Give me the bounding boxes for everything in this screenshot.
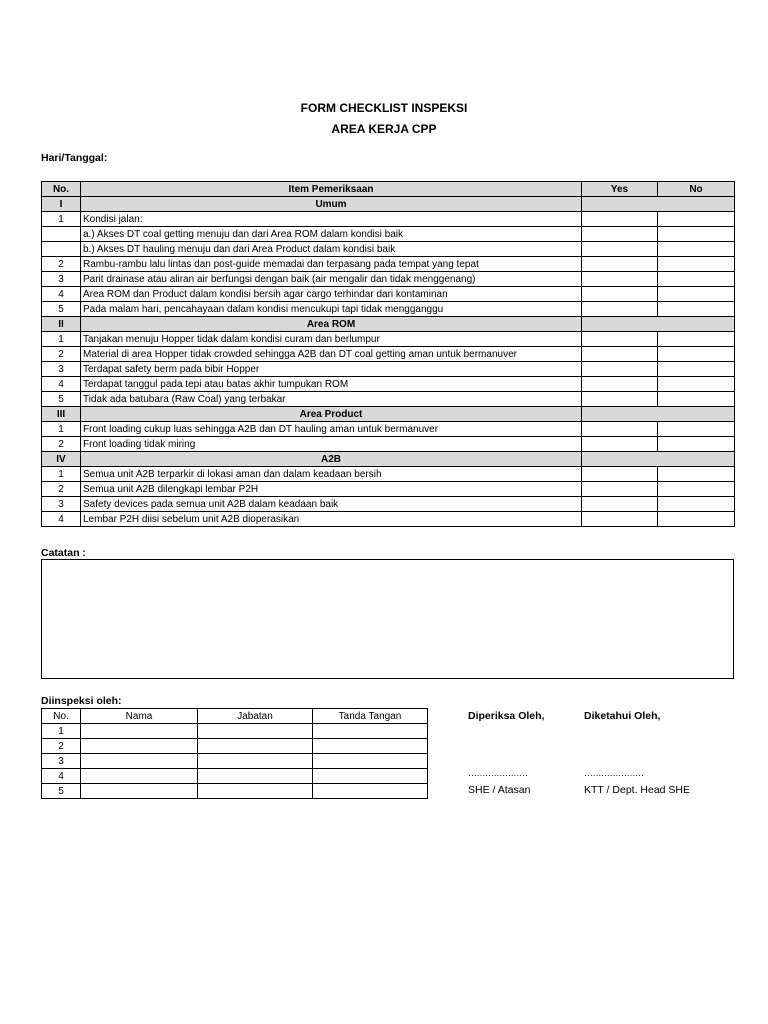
col-header-no-answer: No	[658, 182, 735, 197]
acknowledged-signature-line: …………………	[584, 768, 644, 778]
acknowledged-by-label: Diketahui Oleh,	[584, 710, 661, 722]
no-cell[interactable]	[658, 347, 735, 362]
item-number: 3	[42, 272, 81, 287]
no-cell[interactable]	[658, 242, 735, 257]
inspected-by-label: Diinspeksi oleh:	[41, 695, 122, 707]
checked-by-label: Diperiksa Oleh,	[468, 710, 545, 722]
checklist-row	[42, 242, 735, 257]
inspector-col-nama: Nama	[81, 709, 198, 724]
inspector-body	[42, 724, 428, 799]
inspector-table	[41, 708, 428, 799]
item-number: 5	[42, 302, 81, 317]
yes-cell[interactable]	[582, 467, 658, 482]
checklist-row	[42, 257, 735, 272]
item-text: Area ROM dan Product dalam kondisi bersih agar cargo terhindar dari kontaminan	[81, 287, 582, 302]
checklist-body	[42, 197, 735, 527]
item-text: Tanjakan menuju Hopper tidak dalam kondisi curam dan berlumpur	[81, 332, 582, 347]
section-row	[42, 452, 735, 467]
checklist-header-row	[42, 182, 735, 197]
section-title: Umum	[81, 197, 582, 212]
date-label: Hari/Tanggal:	[41, 152, 108, 164]
no-cell[interactable]	[658, 422, 735, 437]
item-text: b.) Akses DT hauling menuju dan dari Area Product dalam kondisi baik	[81, 242, 582, 257]
item-number: 2	[42, 437, 81, 452]
inspector-number: 3	[42, 754, 81, 769]
section-number: IV	[42, 452, 81, 467]
yes-cell[interactable]	[582, 302, 658, 317]
no-cell[interactable]	[658, 437, 735, 452]
section-title: A2B	[81, 452, 582, 467]
section-title: Area Product	[81, 407, 582, 422]
inspector-position-cell[interactable]	[198, 754, 313, 769]
section-blank	[582, 452, 735, 467]
notes-label: Catatan :	[41, 547, 86, 559]
inspector-name-cell[interactable]	[81, 784, 198, 799]
section-blank	[582, 317, 735, 332]
checklist-row	[42, 482, 735, 497]
checklist-row	[42, 212, 735, 227]
no-cell[interactable]	[658, 362, 735, 377]
yes-cell[interactable]	[582, 272, 658, 287]
no-cell[interactable]	[658, 497, 735, 512]
inspector-position-cell[interactable]	[198, 784, 313, 799]
item-text: Terdapat safety berm pada bibir Hopper	[81, 362, 582, 377]
inspector-row	[42, 784, 428, 799]
checklist-row	[42, 287, 735, 302]
inspector-number: 1	[42, 724, 81, 739]
yes-cell[interactable]	[582, 437, 658, 452]
checklist-row	[42, 272, 735, 287]
yes-cell[interactable]	[582, 332, 658, 347]
no-cell[interactable]	[658, 332, 735, 347]
item-number	[42, 242, 81, 257]
col-header-item: Item Pemeriksaan	[81, 182, 582, 197]
inspector-number: 5	[42, 784, 81, 799]
section-row	[42, 407, 735, 422]
inspector-signature-cell[interactable]	[313, 769, 428, 784]
checklist-row	[42, 437, 735, 452]
yes-cell[interactable]	[582, 362, 658, 377]
checklist-table	[41, 181, 735, 527]
checklist-row	[42, 392, 735, 407]
yes-cell[interactable]	[582, 227, 658, 242]
item-text: Lembar P2H diisi sebelum unit A2B dioperasikan	[81, 512, 582, 527]
inspector-position-cell[interactable]	[198, 724, 313, 739]
no-cell[interactable]	[658, 287, 735, 302]
no-cell[interactable]	[658, 392, 735, 407]
inspector-name-cell[interactable]	[81, 754, 198, 769]
no-cell[interactable]	[658, 257, 735, 272]
yes-cell[interactable]	[582, 257, 658, 272]
item-text: Semua unit A2B dilengkapi lembar P2H	[81, 482, 582, 497]
checked-signature-line: …………………	[468, 768, 528, 778]
inspector-header-row	[42, 709, 428, 724]
checklist-row	[42, 347, 735, 362]
item-number	[42, 227, 81, 242]
yes-cell[interactable]	[582, 377, 658, 392]
item-text: Parit drainase atau aliran air berfungsi dengan baik (air mengalir dan tidak menggenang)	[81, 272, 582, 287]
item-number: 3	[42, 362, 81, 377]
inspector-position-cell[interactable]	[198, 769, 313, 784]
item-number: 1	[42, 212, 81, 227]
inspector-name-cell[interactable]	[81, 724, 198, 739]
col-header-yes: Yes	[582, 182, 658, 197]
item-number: 4	[42, 512, 81, 527]
no-cell[interactable]	[658, 272, 735, 287]
checklist-row	[42, 512, 735, 527]
item-number: 4	[42, 377, 81, 392]
section-number: II	[42, 317, 81, 332]
no-cell[interactable]	[658, 467, 735, 482]
yes-cell[interactable]	[582, 347, 658, 362]
item-number: 4	[42, 287, 81, 302]
form-subtitle: AREA KERJA CPP	[331, 122, 437, 136]
yes-cell[interactable]	[582, 212, 658, 227]
yes-cell[interactable]	[582, 392, 658, 407]
inspector-col-jabatan: Jabatan	[198, 709, 313, 724]
item-text: Tidak ada batubara (Raw Coal) yang terbakar	[81, 392, 582, 407]
checklist-row	[42, 227, 735, 242]
yes-cell[interactable]	[582, 287, 658, 302]
inspector-signature-cell[interactable]	[313, 739, 428, 754]
item-text: Terdapat tanggul pada tepi atau batas akhir tumpukan ROM	[81, 377, 582, 392]
inspector-number: 2	[42, 739, 81, 754]
inspector-row	[42, 769, 428, 784]
item-number: 1	[42, 467, 81, 482]
section-blank	[582, 407, 735, 422]
inspector-col-signature: Tanda Tangan	[313, 709, 428, 724]
item-text: Semua unit A2B terparkir di lokasi aman dan dalam keadaan bersih	[81, 467, 582, 482]
inspector-name-cell[interactable]	[81, 769, 198, 784]
notes-box[interactable]	[41, 559, 734, 679]
inspector-row	[42, 739, 428, 754]
yes-cell[interactable]	[582, 242, 658, 257]
inspector-position-cell[interactable]	[198, 739, 313, 754]
no-cell[interactable]	[658, 377, 735, 392]
yes-cell[interactable]	[582, 422, 658, 437]
checklist-row	[42, 332, 735, 347]
item-number: 2	[42, 347, 81, 362]
item-text: a.) Akses DT coal getting menuju dan dari Area ROM dalam kondisi baik	[81, 227, 582, 242]
checklist-row	[42, 422, 735, 437]
section-number: III	[42, 407, 81, 422]
section-title: Area ROM	[81, 317, 582, 332]
inspector-row	[42, 754, 428, 769]
section-row	[42, 197, 735, 212]
col-header-no: No.	[42, 182, 81, 197]
checklist-row	[42, 497, 735, 512]
acknowledged-role-label: KTT / Dept. Head SHE	[584, 784, 691, 796]
item-text: Material di area Hopper tidak crowded sehingga A2B dan DT coal getting aman untuk bermanuver	[81, 347, 582, 362]
no-cell[interactable]	[658, 482, 735, 497]
section-number: I	[42, 197, 81, 212]
section-row	[42, 317, 735, 332]
inspector-signature-cell[interactable]	[313, 724, 428, 739]
inspector-row	[42, 724, 428, 739]
form-title: FORM CHECKLIST INSPEKSI	[300, 101, 468, 115]
checklist-row	[42, 377, 735, 392]
inspector-name-cell[interactable]	[81, 739, 198, 754]
section-blank	[582, 197, 735, 212]
yes-cell[interactable]	[582, 512, 658, 527]
item-number: 1	[42, 422, 81, 437]
no-cell[interactable]	[658, 512, 735, 527]
yes-cell[interactable]	[582, 482, 658, 497]
checklist-row	[42, 467, 735, 482]
item-text: Pada malam hari, pencahayaan dalam kondisi mencukupi tapi tidak mengganggu	[81, 302, 582, 317]
checklist-row	[42, 362, 735, 377]
item-number: 2	[42, 257, 81, 272]
item-number: 5	[42, 392, 81, 407]
yes-cell[interactable]	[582, 497, 658, 512]
item-number: 2	[42, 482, 81, 497]
item-text: Kondisi jalan:	[81, 212, 582, 227]
checked-role-label: SHE / Atasan	[468, 784, 531, 796]
inspector-number: 4	[42, 769, 81, 784]
checklist-row	[42, 302, 735, 317]
inspector-col-no: No.	[42, 709, 81, 724]
no-cell[interactable]	[658, 227, 735, 242]
no-cell[interactable]	[658, 302, 735, 317]
item-number: 3	[42, 497, 81, 512]
item-text: Rambu-rambu lalu lintas dan post-guide memadai dan terpasang pada tempat yang tepat	[81, 257, 582, 272]
item-number: 1	[42, 332, 81, 347]
inspector-signature-cell[interactable]	[313, 784, 428, 799]
item-text: Front loading cukup luas sehingga A2B dan DT hauling aman untuk bermanuver	[81, 422, 582, 437]
inspector-signature-cell[interactable]	[313, 754, 428, 769]
item-text: Safety devices pada semua unit A2B dalam keadaan baik	[81, 497, 582, 512]
item-text: Front loading tidak miring	[81, 437, 582, 452]
no-cell[interactable]	[658, 212, 735, 227]
